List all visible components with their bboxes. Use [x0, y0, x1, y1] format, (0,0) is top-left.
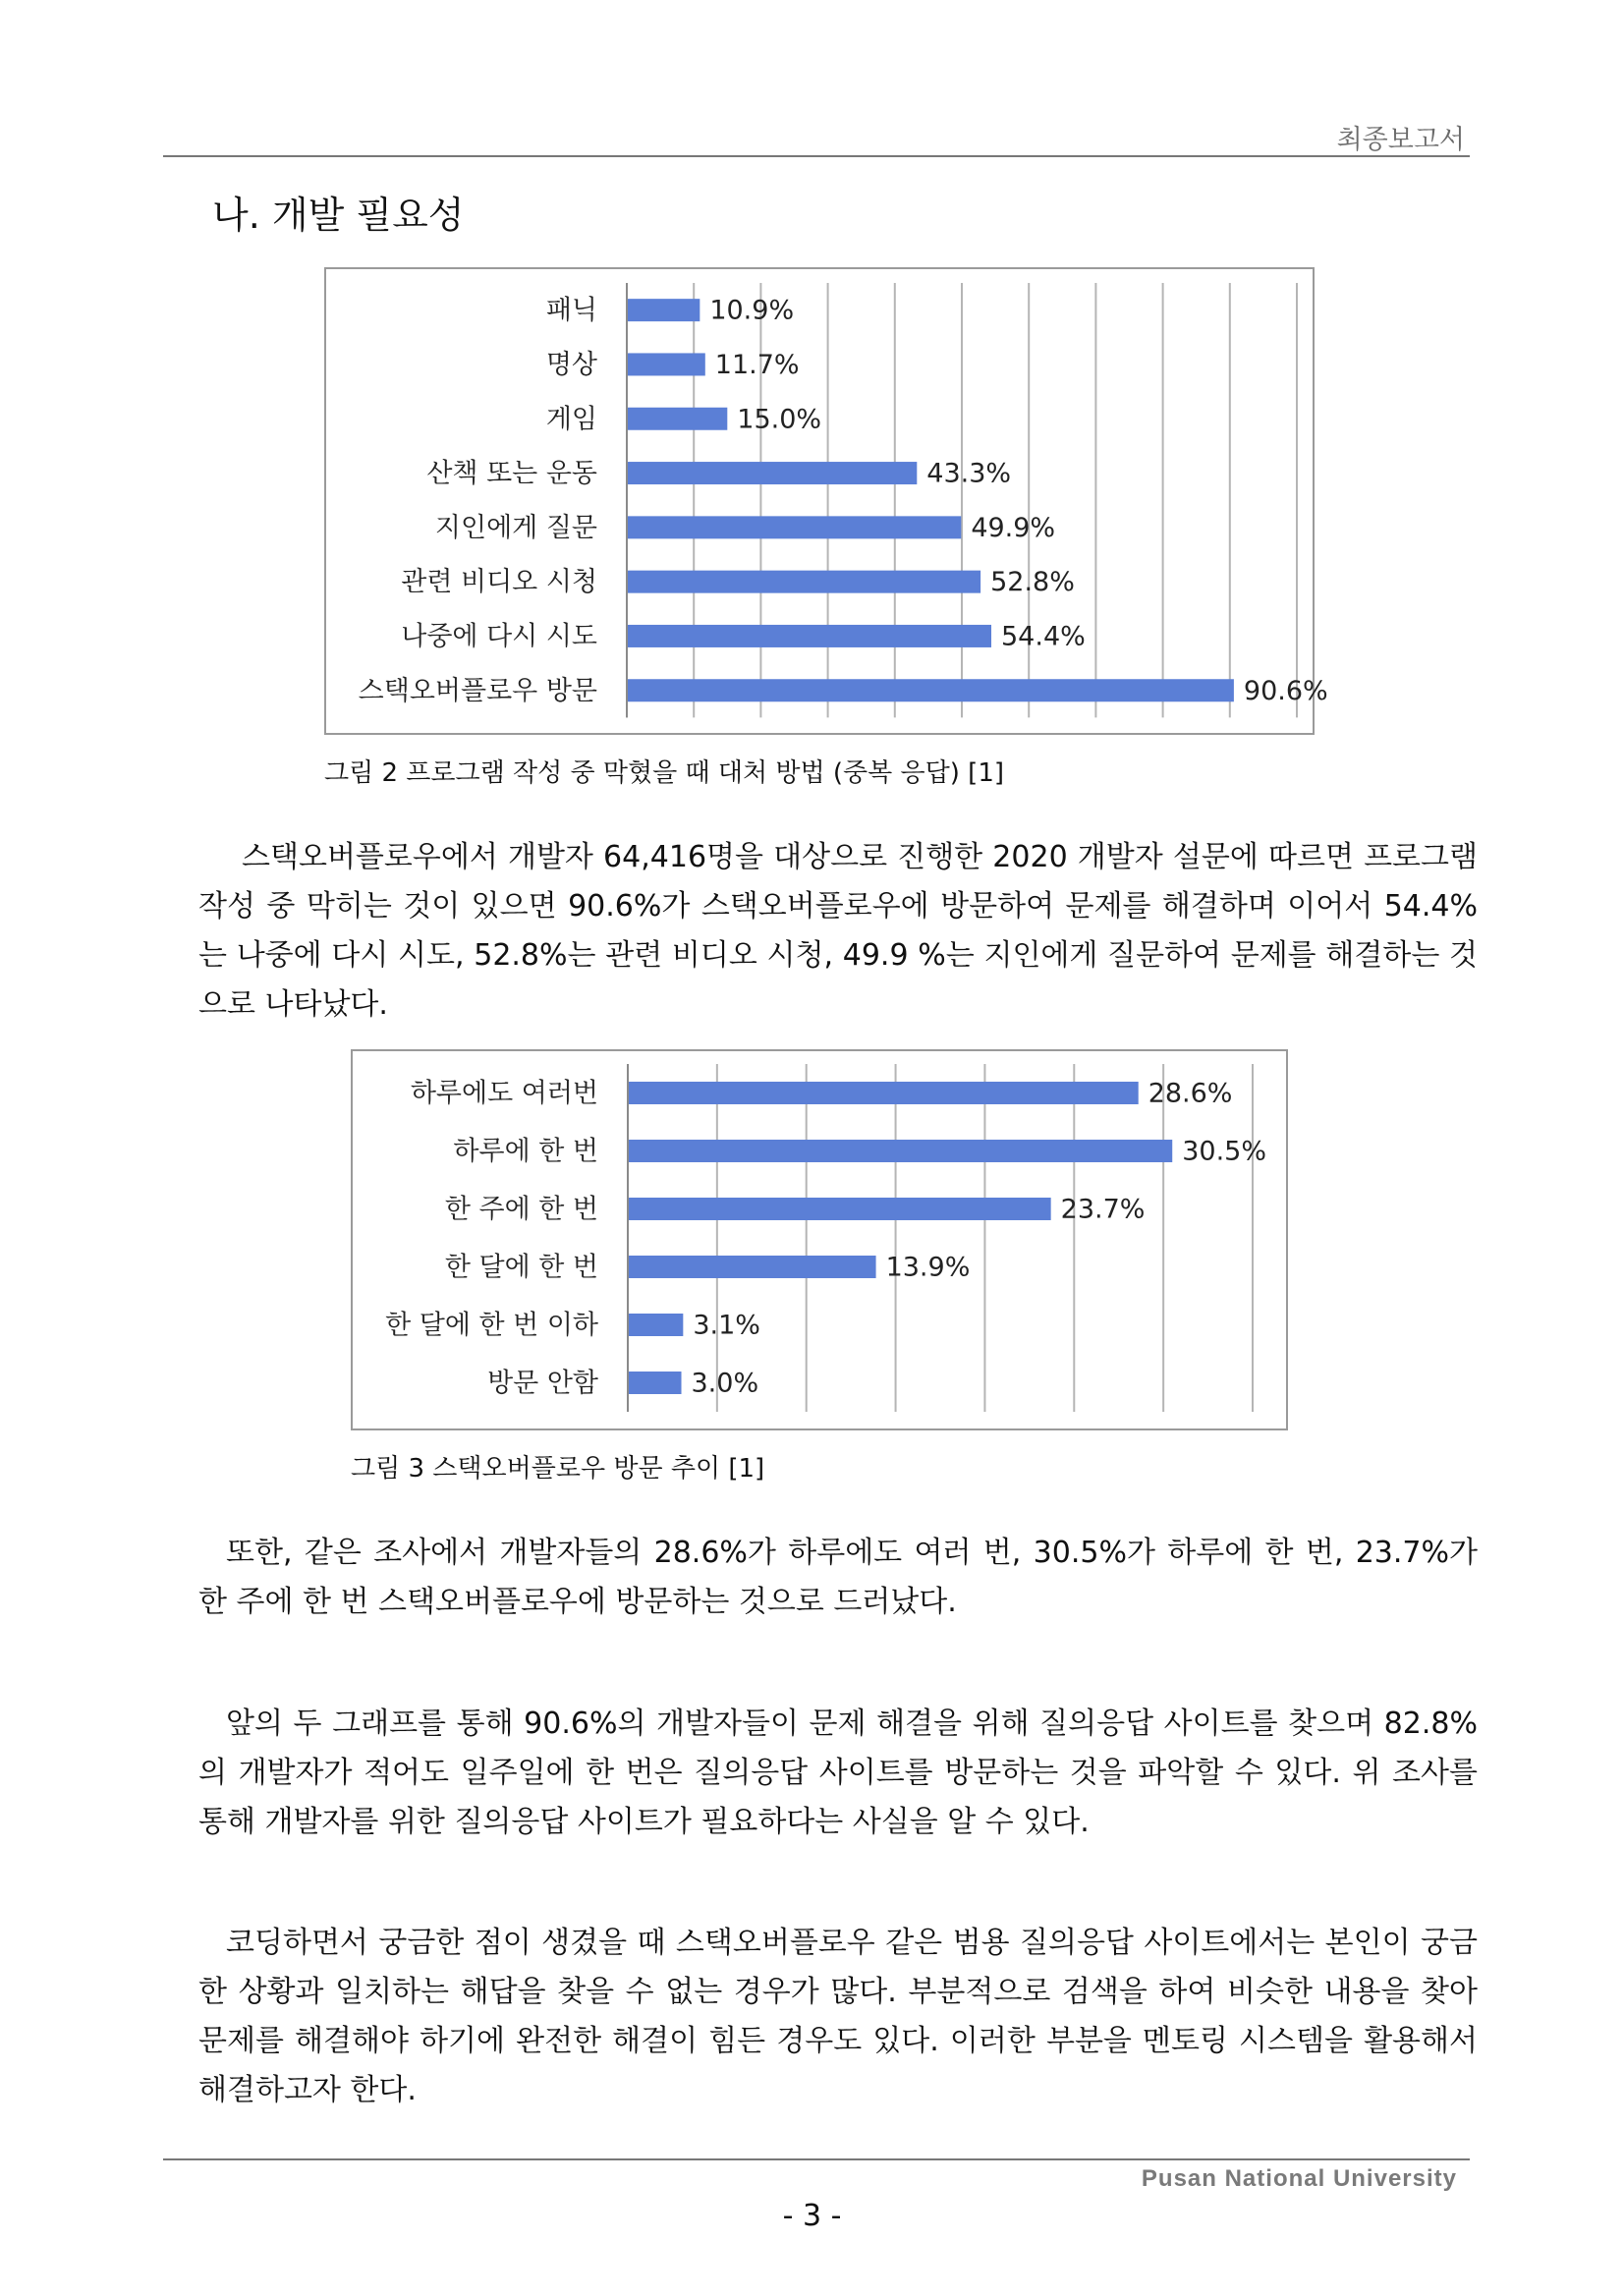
chart2-category-label: 한 달에 한 번: [444, 1252, 598, 1283]
paragraph-mentoring: 코딩하면서 궁금한 점이 생겼을 때 스택오버플로우 같은 범용 질의응답 사이트에서는 본인이 궁금한 상황과 일치하는 해답을 찾을 수 없는 경우가 많다. 부분적으로 검색을 하여 비슷한 내용을 찾아 문제를 해결해야 하기에 완전한 해결이 힘든 경우도 있다. 이러한 부분을 멘토링 시스템을 활용해서 해결하고자 한다.: [198, 1926, 1478, 2107]
chart1-bar: [627, 299, 700, 321]
chart2-data-label: 28.6%: [1148, 1078, 1233, 1109]
footer-divider: [163, 2158, 1470, 2160]
chart1-category-label: 산책 또는 운동: [426, 458, 597, 489]
figure-3-caption: 그림 3 스택오버플로우 방문 추이 [1]: [351, 1454, 765, 1484]
chart2-bar: [628, 1140, 1172, 1162]
chart2-bar: [628, 1198, 1051, 1220]
figure-2-caption: 그림 2 프로그램 작성 중 막혔을 때 대처 방법 (중복 응답) [1]: [324, 758, 1005, 788]
chart2-category-label: 하루에 한 번: [453, 1136, 598, 1167]
chart1-bar: [627, 679, 1234, 701]
chart2-category-label: 한 달에 한 번 이하: [385, 1310, 598, 1341]
chart1-data-label: 15.0%: [737, 404, 822, 435]
chart2-data-label: 23.7%: [1060, 1194, 1146, 1225]
chart-coping-methods: [324, 267, 1328, 735]
chart1-category-label: 스택오버플로우 방문: [358, 675, 597, 706]
chart2-bar: [628, 1082, 1139, 1104]
chart2-data-label: 3.0%: [691, 1368, 759, 1399]
chart-coping-methods-svg: [326, 269, 1328, 733]
chart2-bar: [628, 1372, 682, 1394]
report-header-title: 최종보고서: [1336, 125, 1465, 155]
header-divider: [163, 155, 1470, 157]
chart1-data-label: 49.9%: [971, 512, 1056, 543]
chart2-data-label: 13.9%: [885, 1252, 971, 1283]
chart1-data-label: 11.7%: [714, 349, 800, 380]
page-number: - 3 -: [782, 2199, 842, 2233]
chart1-data-label: 43.3%: [926, 458, 1012, 489]
chart1-category-label: 게임: [545, 404, 597, 435]
chart1-data-label: 10.9%: [709, 295, 795, 326]
chart1-category-label: 명상: [545, 349, 597, 380]
paragraph-visit-frequency: 또한, 같은 조사에서 개발자들의 28.6%가 하루에도 여러 번, 30.5%가 하루에 한 번, 23.7%가 한 주에 한 번 스택오버플로우에 방문하는 것으로 드러났다.: [198, 1536, 1478, 1619]
chart1-data-label: 90.6%: [1243, 675, 1328, 706]
chart-visit-frequency: [351, 1049, 1288, 1430]
chart2-category-label: 한 주에 한 번: [444, 1194, 598, 1225]
chart1-category-label: 지인에게 질문: [434, 512, 597, 543]
chart2-category-label: 하루에도 여러번: [410, 1078, 598, 1109]
section-title: 나. 개발 필요성: [212, 194, 465, 237]
chart1-bar: [627, 625, 991, 647]
chart2-category-label: 방문 안함: [487, 1368, 598, 1399]
paragraph-conclusion: 앞의 두 그래프를 통해 90.6%의 개발자들이 문제 해결을 위해 질의응답 사이트를 찾으며 82.8%의 개발자가 적어도 일주일에 한 번은 질의응답 사이트를 방문하는 것을 파악할 수 있다. 위 조사를 통해 개발자를 위한 질의응답 사이트가 필요하다는 사실을 알 수 있다.: [198, 1707, 1478, 1839]
chart1-bar: [627, 462, 917, 484]
chart1-data-label: 52.8%: [990, 567, 1075, 598]
chart1-category-label: 관련 비디오 시청: [401, 567, 597, 598]
chart2-data-label: 3.1%: [693, 1310, 760, 1341]
chart2-data-label: 30.5%: [1182, 1136, 1267, 1167]
chart1-bar: [627, 571, 980, 593]
footer-university: Pusan National University: [1141, 2165, 1457, 2192]
chart1-category-label: 나중에 다시 시도: [401, 621, 597, 652]
chart1-bar: [627, 516, 961, 538]
chart2-bar: [628, 1256, 876, 1278]
chart2-bar: [628, 1314, 683, 1336]
chart1-bar: [627, 408, 727, 430]
chart1-data-label: 54.4%: [1001, 621, 1086, 652]
chart-visit-frequency-svg: [353, 1051, 1286, 1428]
paragraph-survey-result: 스택오버플로우에서 개발자 64,416명을 대상으로 진행한 2020 개발자 설문에 따르면 프로그램 작성 중 막히는 것이 있으면 90.6%가 스택오버플로우에 방문하여 문제를 해결하며 이어서 54.4%는 나중에 다시 시도, 52.8%는 관련 비디오 시청, 49.9 %는 지인에게 질문하여 문제를 해결하는 것으로 나타났다.: [198, 840, 1478, 1022]
chart1-category-label: 패닉: [545, 295, 597, 326]
chart1-bar: [627, 353, 705, 375]
